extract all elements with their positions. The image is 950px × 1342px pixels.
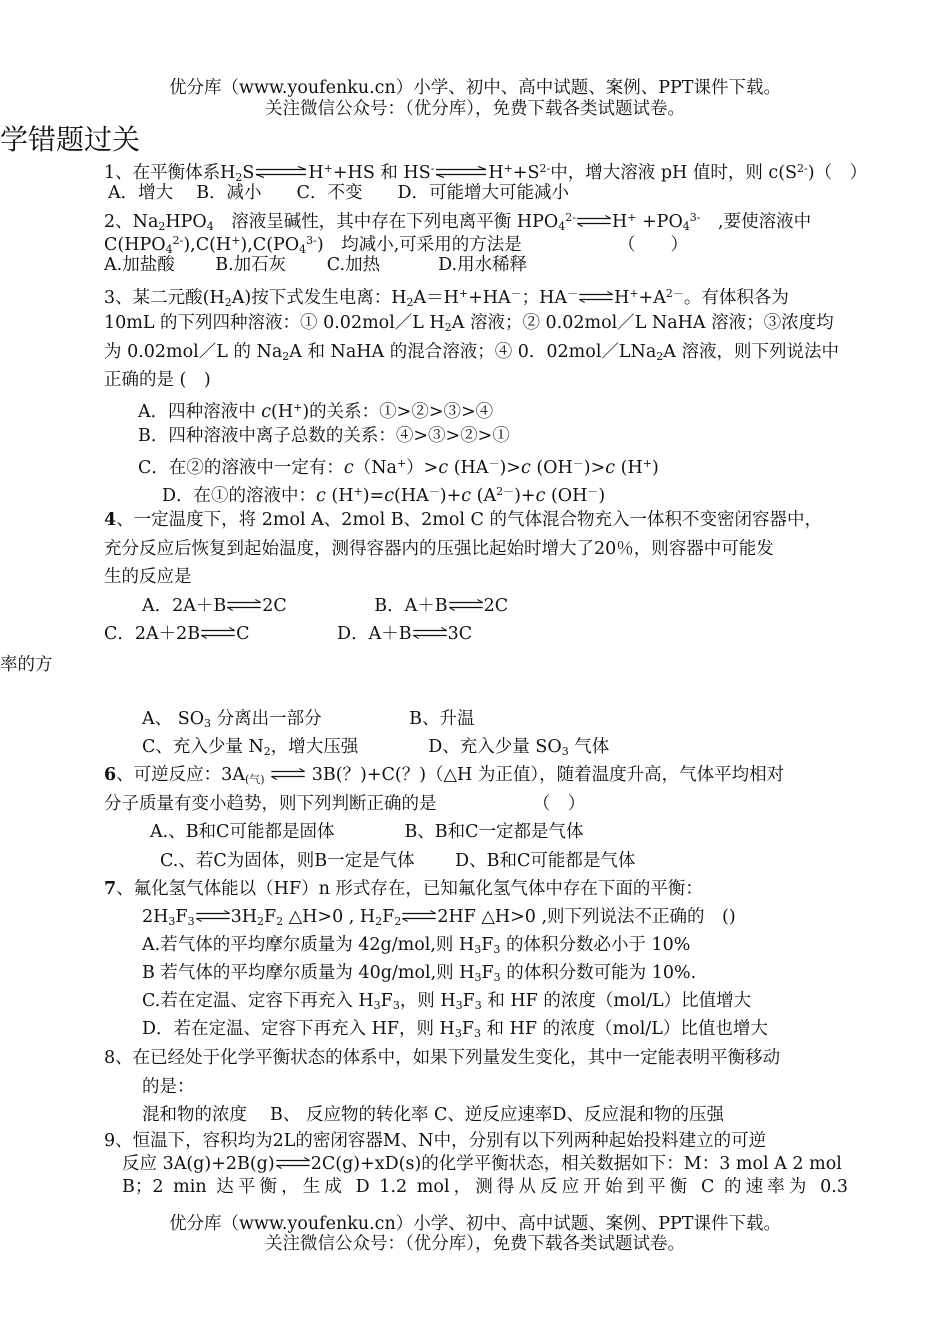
question-6-line-1: 6、可逆反应：$3A_{(气)}$ 3B(？)+C(？)（△H 为正值），随着温度升高，气体平均相对 (104, 765, 785, 786)
footer-line-2: 关注微信公众号：（优分库），免费下载各类试题试卷。 (265, 1234, 685, 1254)
equilibrium-arrow-icon (195, 910, 231, 922)
equilibrium-arrow-icon (200, 627, 236, 639)
question-7-line-1: 7、氟化氢气体能以（HF）n 形式存在，已知氟化氢气体中存在下面的平衡： (104, 879, 703, 899)
question-1-options: A．增大 B．减小 C．不变 D．可能增大可能减小 (108, 183, 569, 203)
question-4-line-3: 生的反应是 (104, 567, 192, 587)
question-9-line-2: 反应 3A(g)+2B(g) 2C(g)+xD(s)的化学平衡状态，相关数据如下：M：3 mol A 2 mol (122, 1154, 842, 1174)
question-7-option-a: A.若气体的平均摩尔质量为 42g/mol,则 $H_3F_3$ 的体积分数必小于 10% (142, 935, 691, 956)
question-3-option-b: B．四种溶液中离子总数的关系：④>③>②>① (138, 426, 510, 446)
question-8-options: 混和物的浓度 B、 反应物的转化率 C、逆反应速率D、反应混和物的压强 (142, 1105, 724, 1125)
question-7-option-c: C.若在定温、定容下再充入 $H_3F_3$，则 $H_3F_3$ 和 HF 的浓度（mol/L）比值增大 (142, 991, 752, 1012)
question-1-stem: 1、在平衡体系$H_2S$ H++HS 和 HS- $H^++S^{2-}$中，增大溶液 pH 值时，则 $c(S^{2-})$（ ） (104, 162, 868, 184)
equilibrium-arrow-icon (270, 768, 306, 780)
page-title: 学错题过关 (0, 123, 141, 156)
question-3-line-1: 3、某二元酸$(H_2A)$按下式发生电离：$H_2A=H^++HA^-$；HA－ $H^++A^{2-}$。有体积各为 (104, 287, 789, 309)
equilibrium-arrow-icon (412, 627, 448, 639)
question-6-options-cd: C.、若C为固体，则B一定是气体 D、B和C可能都是气体 (160, 851, 636, 871)
question-3-option-c: C．在②的溶液中一定有：c（Na+）>c (HA－)>c (OH－)>c (H+) (138, 457, 659, 478)
equilibrium-arrow-icon (576, 215, 612, 227)
footer-line-1: 优分库（www.youfenku.cn）小学、初中、高中试题、案例、PPT课件下载。 (169, 1214, 781, 1234)
question-8-line-1: 8、在已经处于化学平衡状态的体系中，如果下列量发生变化，其中一定能表明平衡移动 (104, 1048, 781, 1068)
equilibrium-arrow-icon (275, 1157, 311, 1169)
question-3-line-4: 正确的是 ( ) (104, 370, 211, 390)
header-line-1: 优分库（www.youfenku.cn）小学、初中、高中试题、案例、PPT课件下载。 (169, 78, 781, 98)
question-7-line-2: $2H_3F_3$ $3H_2F_2$ △H>0 , $H_2F_2$ 2HF △H>0 ,则下列说法不正确的 () (142, 907, 736, 928)
equilibrium-arrow-icon (434, 166, 488, 178)
question-3-option-d: D．在①的溶液中：c (H+)=c(HA－)+c $(A^{2-})+c$ (OH－) (162, 485, 606, 506)
question-3-line-3: 为 0.02mol／L 的 $Na_2A$ 和 NaHA 的混合溶液；④ 0．02mol／LNa$_2$A 溶液，则下列说法中 (104, 342, 839, 363)
question-6-options-ab: A.、B和C可能都是固体 B、B和C一定都是气体 (150, 822, 584, 842)
equilibrium-arrow-icon (401, 910, 437, 922)
question-2-options: A.加盐酸 B.加石灰 C.加热 D.用水稀释 (104, 255, 528, 275)
question-2-line-1: 2、$Na_2HPO_4$ 溶液呈碱性，其中存在下列电离平衡 $HPO_4^{2-}$ $H^+ +PO_4^{3-}$ ,要使溶液中 (104, 211, 812, 233)
equilibrium-arrow-icon (254, 166, 308, 178)
question-9-line-3: B；2 min 达平衡，生成 D 1.2 mol，测得从反应开始到平衡 C 的速率为 0.3 (122, 1177, 848, 1197)
question-9-line-1: 9、恒温下，容积均为2L的密闭容器M、N中，分别有以下列两种起始投料建立的可逆 (104, 1131, 767, 1151)
question-8-line-2: 的是： (142, 1077, 195, 1097)
equilibrium-arrow-icon (448, 599, 484, 611)
question-3-line-2: 10mL 的下列四种溶液：① 0.02mol／L $H_2A$ 溶液；② 0.02mol／L NaHA 溶液；③浓度均 (104, 313, 834, 334)
equilibrium-arrow-icon (226, 599, 262, 611)
question-7-option-d: D．若在定温、定容下再充入 HF，则 $H_3F_3$ 和 HF 的浓度（mol/L）比值也增大 (142, 1019, 768, 1040)
question-3-option-a: A．四种溶液中 c(H+)的关系：①>②>③>④ (138, 401, 494, 422)
header-line-2: 关注微信公众号：（优分库），免费下载各类试题试卷。 (265, 99, 685, 119)
question-4-options-cd: C．2A＋2B C D．A＋B 3C (104, 624, 473, 644)
question-6-line-2: 分子质量有变小趋势，则下列判断正确的是 （ ） (104, 794, 586, 814)
question-4-line-1: 4、一定温度下，将 2mol A、2mol B、2mol C 的气体混合物充入一体积不变密闭容器中， (104, 510, 822, 530)
question-5-options-cd: C、充入少量 $N_2$，增大压强 D、充入少量 $SO_3$ 气体 (142, 737, 610, 758)
question-4-line-2: 充分反应后恢复到起始温度，测得容器内的压强比起始时增大了20％，则容器中可能发 (104, 539, 774, 559)
question-4-options-ab: A．2A＋B 2C B．A＋B 2C (142, 596, 509, 616)
question-7-option-b: B 若气体的平均摩尔质量为 40g/mol,则 $H_3F_3$ 的体积分数可能为 10%. (142, 963, 697, 984)
equilibrium-arrow-icon (578, 291, 614, 303)
question-5-fragment: 率的方 (0, 655, 53, 675)
question-5-options-ab: A、 $SO_3$ 分离出一部分 B、升温 (142, 709, 475, 730)
question-2-line-2: $C(HPO_4^{2-}),C(H^+),C(PO_4^{3-})$ 均减小,可采用的方法是 （ ） (104, 234, 689, 256)
